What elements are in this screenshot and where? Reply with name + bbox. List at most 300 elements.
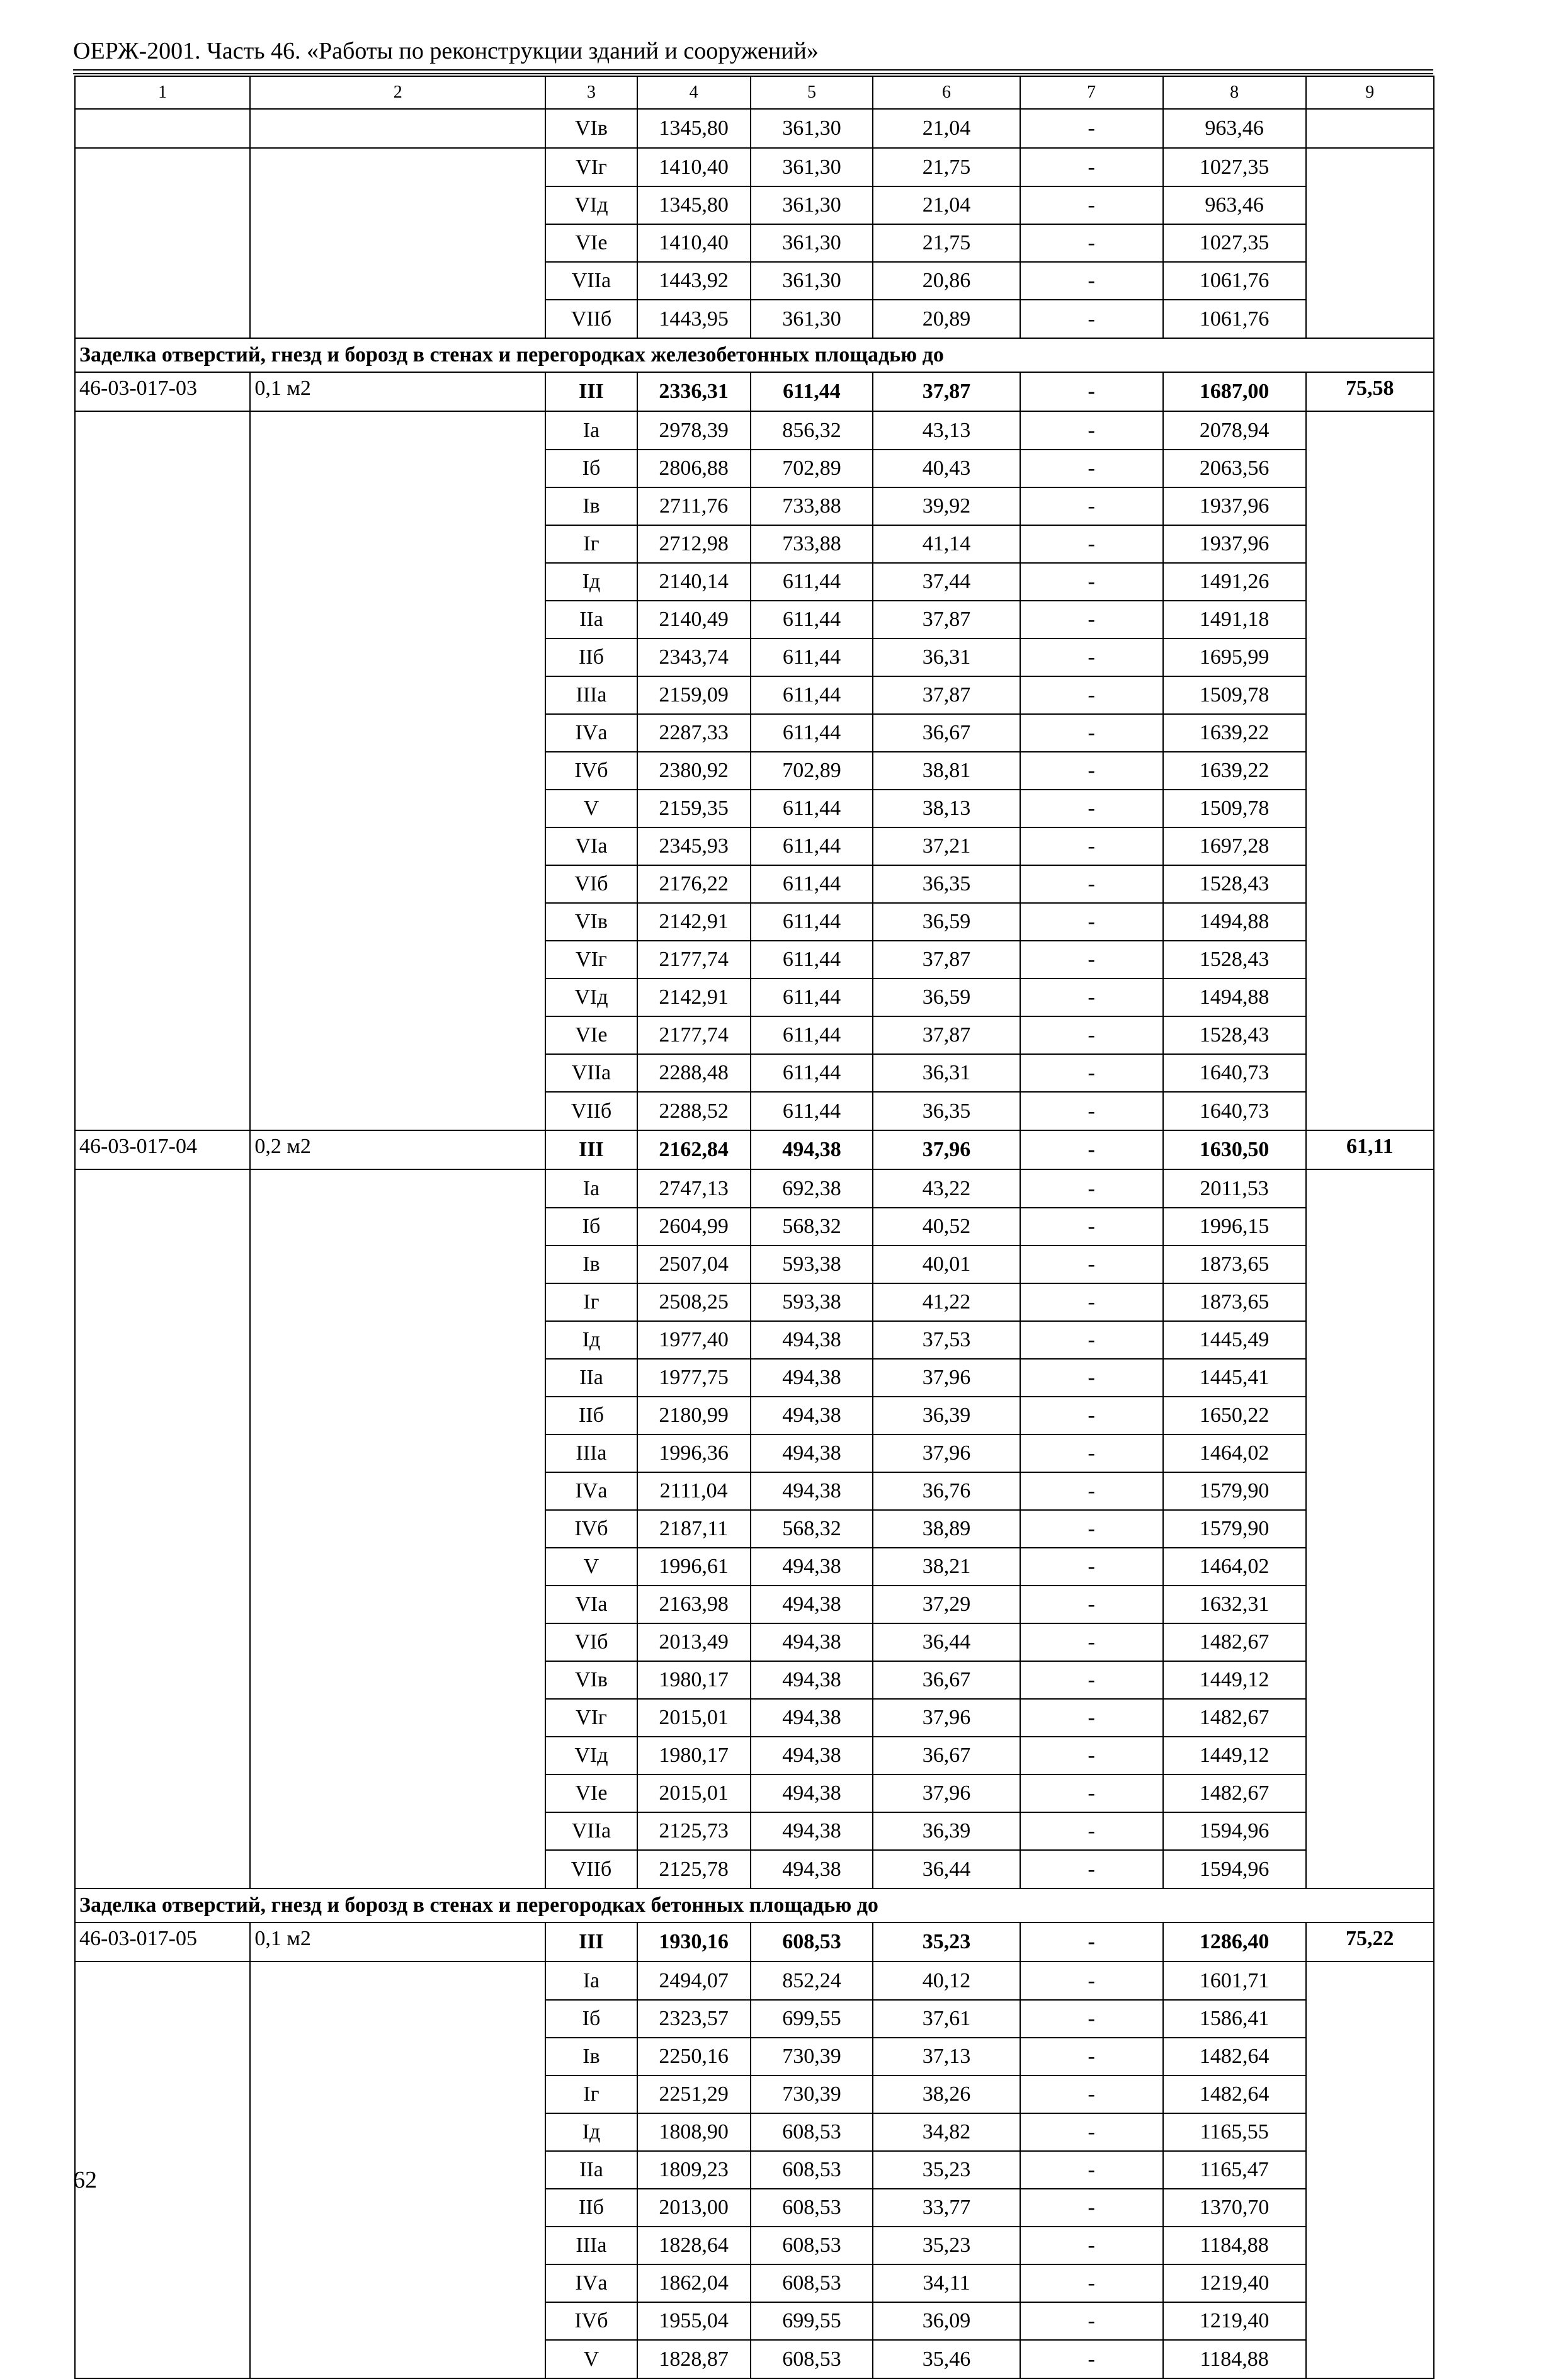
table-row	[75, 2227, 1434, 2264]
col5-value: 611,44	[751, 941, 873, 979]
col9-cell	[1306, 752, 1434, 790]
col4-value: 2177,74	[637, 1016, 751, 1054]
table-row	[75, 1054, 1434, 1092]
page-header-title: ОЕРЖ-2001. Часть 46. «Работы по реконструкции зданий и сооружений»	[73, 38, 819, 64]
col3-region: III	[545, 372, 637, 411]
table-row	[75, 2340, 1434, 2378]
col7-value: -	[1020, 1092, 1163, 1130]
code-cell	[75, 2000, 250, 2038]
col6-value: 35,23	[873, 2227, 1020, 2264]
col7-value: -	[1020, 1283, 1163, 1321]
table-row	[75, 1016, 1434, 1054]
col5-value: 733,88	[751, 525, 873, 563]
col7-value: -	[1020, 1169, 1163, 1208]
col8-value: 1491,18	[1163, 601, 1306, 639]
table-row	[75, 1962, 1434, 2000]
col4-value: 2323,57	[637, 2000, 751, 2038]
col7-value: -	[1020, 714, 1163, 752]
col3-region: VIIб	[545, 1092, 637, 1130]
col7-value: -	[1020, 1246, 1163, 1283]
col5-value: 611,44	[751, 639, 873, 676]
col3-region: Iв	[545, 2038, 637, 2075]
col6-value: 36,35	[873, 865, 1020, 903]
code-cell	[75, 2189, 250, 2227]
col7-value: -	[1020, 2227, 1163, 2264]
col9-cell	[1306, 2189, 1434, 2227]
col8-value: 1184,88	[1163, 2340, 1306, 2378]
col7-value: -	[1020, 1850, 1163, 1888]
col8-value: 1494,88	[1163, 979, 1306, 1016]
col9-cell	[1306, 1169, 1434, 1208]
col4-value: 1345,80	[637, 186, 751, 224]
col3-region: VIд	[545, 186, 637, 224]
col6-value: 43,22	[873, 1169, 1020, 1208]
col4-value: 2978,39	[637, 411, 751, 450]
col7-value: -	[1020, 1623, 1163, 1661]
col8-value: 2078,94	[1163, 411, 1306, 450]
col4-value: 2140,49	[637, 601, 751, 639]
table-row	[75, 300, 1434, 338]
col8-value: 1494,88	[1163, 903, 1306, 941]
col5-value: 702,89	[751, 752, 873, 790]
code-cell	[75, 224, 250, 262]
col9-cell	[1306, 941, 1434, 979]
unit-cell	[250, 865, 545, 903]
col4-value: 2140,14	[637, 563, 751, 601]
code-cell	[75, 450, 250, 487]
code-cell	[75, 1434, 250, 1472]
col6-value: 38,89	[873, 1510, 1020, 1548]
col6-value: 36,44	[873, 1623, 1020, 1661]
col9-cell	[1306, 2340, 1434, 2378]
col4-value: 2380,92	[637, 752, 751, 790]
col8-value: 1219,40	[1163, 2264, 1306, 2302]
code-cell	[75, 1016, 250, 1054]
unit-cell	[250, 2038, 545, 2075]
table-row	[75, 2151, 1434, 2189]
column-number-cell: 1	[75, 76, 250, 109]
unit-cell	[250, 601, 545, 639]
code-cell	[75, 563, 250, 601]
col4-value: 1410,40	[637, 224, 751, 262]
table-row	[75, 1812, 1434, 1850]
col8-value: 1370,70	[1163, 2189, 1306, 2227]
col7-value: -	[1020, 1434, 1163, 1472]
table-row	[75, 2038, 1434, 2075]
code-cell	[75, 979, 250, 1016]
col5-value: 611,44	[751, 372, 873, 411]
code-cell	[75, 1208, 250, 1246]
col7-value: -	[1020, 300, 1163, 338]
col9-cell	[1306, 1397, 1434, 1434]
col6-value: 37,87	[873, 941, 1020, 979]
col5-value: 611,44	[751, 676, 873, 714]
code-cell	[75, 300, 250, 338]
col3-region: VIIа	[545, 1054, 637, 1092]
col5-value: 568,32	[751, 1208, 873, 1246]
col4-value: 2712,98	[637, 525, 751, 563]
col8-value: 1165,47	[1163, 2151, 1306, 2189]
col9-cell	[1306, 1548, 1434, 1586]
col8-value: 1687,00	[1163, 372, 1306, 411]
section-title-row	[75, 1888, 1434, 1922]
col7-value: -	[1020, 1586, 1163, 1623]
col7-value: -	[1020, 2189, 1163, 2227]
unit-cell	[250, 714, 545, 752]
section-title-row	[75, 338, 1434, 372]
code-cell	[75, 1962, 250, 2000]
col3-region: V	[545, 790, 637, 827]
col6-value: 34,82	[873, 2113, 1020, 2151]
col6-value: 36,31	[873, 1054, 1020, 1092]
col5-value: 611,44	[751, 827, 873, 865]
unit-cell	[250, 1434, 545, 1472]
col9-cell	[1306, 563, 1434, 601]
col9-cell	[1306, 903, 1434, 941]
col6-value: 37,96	[873, 1359, 1020, 1397]
col6-value: 37,87	[873, 1016, 1020, 1054]
col4-value: 2015,01	[637, 1774, 751, 1812]
code-cell	[75, 1397, 250, 1434]
col9-cell	[1306, 186, 1434, 224]
col8-value: 1184,88	[1163, 2227, 1306, 2264]
col6-value: 38,21	[873, 1548, 1020, 1586]
col9-cell	[1306, 2302, 1434, 2340]
col5-value: 494,38	[751, 1548, 873, 1586]
col3-region: IVа	[545, 714, 637, 752]
col3-region: IVб	[545, 752, 637, 790]
col3-region: VIIа	[545, 1812, 637, 1850]
code-cell	[75, 1548, 250, 1586]
table-row	[75, 1397, 1434, 1434]
col8-value: 1579,90	[1163, 1472, 1306, 1510]
col9-cell	[1306, 262, 1434, 300]
unit-cell	[250, 1586, 545, 1623]
col8-value: 1586,41	[1163, 2000, 1306, 2038]
col4-value: 2159,09	[637, 676, 751, 714]
col9-cell	[1306, 1623, 1434, 1661]
code-cell	[75, 790, 250, 827]
col8-value: 1464,02	[1163, 1434, 1306, 1472]
col5-value: 611,44	[751, 979, 873, 1016]
col4-value: 2336,31	[637, 372, 751, 411]
col6-value: 36,67	[873, 1737, 1020, 1774]
header-rule-double	[73, 73, 1433, 74]
col7-value: -	[1020, 2340, 1163, 2378]
col6-value: 36,76	[873, 1472, 1020, 1510]
col6-value: 36,39	[873, 1812, 1020, 1850]
col5-value: 611,44	[751, 1092, 873, 1130]
col4-value: 1977,40	[637, 1321, 751, 1359]
unit-cell	[250, 2227, 545, 2264]
col5-value: 608,53	[751, 2151, 873, 2189]
col5-value: 494,38	[751, 1623, 873, 1661]
col8-value: 963,46	[1163, 186, 1306, 224]
col9-cell	[1306, 1774, 1434, 1812]
col9-cell	[1306, 1246, 1434, 1283]
col8-value: 1445,41	[1163, 1359, 1306, 1397]
col8-value: 1873,65	[1163, 1283, 1306, 1321]
col7-value: -	[1020, 2302, 1163, 2340]
col9-cell	[1306, 450, 1434, 487]
col6-value: 40,01	[873, 1246, 1020, 1283]
unit-cell: 0,1 м2	[250, 372, 545, 411]
table-row	[75, 1510, 1434, 1548]
col4-value: 1809,23	[637, 2151, 751, 2189]
unit-cell	[250, 1016, 545, 1054]
col9-cell	[1306, 979, 1434, 1016]
col3-region: VIв	[545, 903, 637, 941]
table-row	[75, 714, 1434, 752]
col8-value: 1445,49	[1163, 1321, 1306, 1359]
col3-region: IIб	[545, 639, 637, 676]
col6-value: 38,81	[873, 752, 1020, 790]
code-cell	[75, 714, 250, 752]
code-cell	[75, 941, 250, 979]
unit-cell	[250, 1359, 545, 1397]
col4-value: 2288,52	[637, 1092, 751, 1130]
table-row	[75, 1472, 1434, 1510]
unit-cell	[250, 1623, 545, 1661]
col6-value: 20,86	[873, 262, 1020, 300]
col7-value: -	[1020, 224, 1163, 262]
col5-value: 611,44	[751, 903, 873, 941]
table-row	[75, 372, 1434, 411]
col4-value: 2251,29	[637, 2075, 751, 2113]
col9-cell	[1306, 2038, 1434, 2075]
col3-region: IIа	[545, 2151, 637, 2189]
col6-value: 33,77	[873, 2189, 1020, 2227]
col9-cell	[1306, 300, 1434, 338]
unit-cell	[250, 2340, 545, 2378]
col3-region: V	[545, 2340, 637, 2378]
col4-value: 1443,95	[637, 300, 751, 338]
col3-region: IIа	[545, 601, 637, 639]
col5-value: 494,38	[751, 1850, 873, 1888]
unit-cell	[250, 525, 545, 563]
code-cell	[75, 1246, 250, 1283]
col7-value: -	[1020, 1661, 1163, 1699]
col8-value: 2011,53	[1163, 1169, 1306, 1208]
col4-value: 2013,49	[637, 1623, 751, 1661]
unit-cell	[250, 1661, 545, 1699]
col5-value: 608,53	[751, 1922, 873, 1962]
col5-value: 611,44	[751, 714, 873, 752]
col6-value: 35,23	[873, 2151, 1020, 2189]
header-rule	[73, 69, 1433, 71]
code-cell	[75, 1169, 250, 1208]
table-row	[75, 1922, 1434, 1962]
col8-value: 1594,96	[1163, 1812, 1306, 1850]
unit-cell	[250, 487, 545, 525]
col7-value: -	[1020, 2264, 1163, 2302]
col6-value: 37,21	[873, 827, 1020, 865]
col5-value: 494,38	[751, 1812, 873, 1850]
col4-value: 2288,48	[637, 1054, 751, 1092]
col4-value: 2013,00	[637, 2189, 751, 2227]
col8-value: 1165,55	[1163, 2113, 1306, 2151]
code-cell	[75, 1321, 250, 1359]
unit-cell	[250, 186, 545, 224]
col7-value: -	[1020, 1359, 1163, 1397]
col8-value: 1482,64	[1163, 2075, 1306, 2113]
col6-value: 37,53	[873, 1321, 1020, 1359]
col4-value: 1345,80	[637, 109, 751, 148]
col4-value: 1980,17	[637, 1661, 751, 1699]
col9-cell	[1306, 2151, 1434, 2189]
unit-cell	[250, 1054, 545, 1092]
table-row	[75, 1774, 1434, 1812]
col9-cell	[1306, 1699, 1434, 1737]
col3-region: Iб	[545, 2000, 637, 2038]
table-row	[75, 563, 1434, 601]
col9-cell	[1306, 865, 1434, 903]
col5-value: 361,30	[751, 224, 873, 262]
unit-cell	[250, 1510, 545, 1548]
col5-value: 361,30	[751, 262, 873, 300]
code-cell	[75, 148, 250, 186]
unit-cell	[250, 2264, 545, 2302]
col3-region: VIIб	[545, 300, 637, 338]
col5-value: 494,38	[751, 1434, 873, 1472]
col6-value: 35,46	[873, 2340, 1020, 2378]
col7-value: -	[1020, 487, 1163, 525]
col9-cell	[1306, 487, 1434, 525]
col6-value: 35,23	[873, 1922, 1020, 1962]
col3-region: IIб	[545, 1397, 637, 1434]
col5-value: 494,38	[751, 1321, 873, 1359]
code-cell	[75, 1054, 250, 1092]
code-cell	[75, 487, 250, 525]
col9-cell	[1306, 148, 1434, 186]
table-row	[75, 903, 1434, 941]
col3-region: Iв	[545, 1246, 637, 1283]
unit-cell	[250, 2000, 545, 2038]
col5-value: 494,38	[751, 1586, 873, 1623]
column-number-cell: 3	[545, 76, 637, 109]
col5-value: 611,44	[751, 1016, 873, 1054]
table-row	[75, 1548, 1434, 1586]
col5-value: 611,44	[751, 563, 873, 601]
code-cell	[75, 676, 250, 714]
col3-region: Iв	[545, 487, 637, 525]
col3-region: Iб	[545, 1208, 637, 1246]
col3-region: Iг	[545, 1283, 637, 1321]
col9-cell	[1306, 109, 1434, 148]
col3-region: Iб	[545, 450, 637, 487]
col9-cell	[1306, 1434, 1434, 1472]
unit-cell	[250, 1962, 545, 2000]
col7-value: -	[1020, 1737, 1163, 1774]
col8-value: 1630,50	[1163, 1130, 1306, 1169]
col3-region: VIа	[545, 827, 637, 865]
col8-value: 963,46	[1163, 109, 1306, 148]
col7-value: -	[1020, 2038, 1163, 2075]
unit-cell	[250, 941, 545, 979]
col5-value: 361,30	[751, 300, 873, 338]
unit-cell	[250, 752, 545, 790]
col9-cell	[1306, 2113, 1434, 2151]
col7-value: -	[1020, 1016, 1163, 1054]
unit-cell	[250, 563, 545, 601]
col4-value: 1828,64	[637, 2227, 751, 2264]
col3-region: Iа	[545, 1169, 637, 1208]
col5-value: 608,53	[751, 2227, 873, 2264]
col7-value: -	[1020, 752, 1163, 790]
unit-cell: 0,2 м2	[250, 1130, 545, 1169]
col3-region: Iд	[545, 563, 637, 601]
col3-region: IIIа	[545, 2227, 637, 2264]
table-row	[75, 525, 1434, 563]
col9-cell	[1306, 639, 1434, 676]
code-cell	[75, 2302, 250, 2340]
column-number-cell: 4	[637, 76, 751, 109]
col5-value: 608,53	[751, 2189, 873, 2227]
column-number-cell: 7	[1020, 76, 1163, 109]
col4-value: 2494,07	[637, 1962, 751, 2000]
table-row	[75, 790, 1434, 827]
col6-value: 37,44	[873, 563, 1020, 601]
code-cell	[75, 525, 250, 563]
col4-value: 2187,11	[637, 1510, 751, 1548]
col3-region: Iг	[545, 2075, 637, 2113]
code-cell	[75, 109, 250, 148]
table-row	[75, 2075, 1434, 2113]
col4-value: 1955,04	[637, 2302, 751, 2340]
col3-region: Iд	[545, 2113, 637, 2151]
col9-cell	[1306, 1510, 1434, 1548]
table-row	[75, 2302, 1434, 2340]
unit-cell	[250, 1246, 545, 1283]
col6-value: 43,13	[873, 411, 1020, 450]
code-cell	[75, 1699, 250, 1737]
col8-value: 1695,99	[1163, 639, 1306, 676]
code-cell	[75, 2075, 250, 2113]
col5-value: 730,39	[751, 2075, 873, 2113]
col3-region: VIб	[545, 1623, 637, 1661]
col3-region: IVа	[545, 2264, 637, 2302]
table-row	[75, 1283, 1434, 1321]
table-row	[75, 1699, 1434, 1737]
unit-cell	[250, 1092, 545, 1130]
col9-cell	[1306, 411, 1434, 450]
col5-value: 611,44	[751, 1054, 873, 1092]
table-row	[75, 1246, 1434, 1283]
col9-cell	[1306, 601, 1434, 639]
col9-cell	[1306, 1016, 1434, 1054]
col7-value: -	[1020, 601, 1163, 639]
table-row	[75, 1737, 1434, 1774]
table-row	[75, 1092, 1434, 1130]
col8-value: 1061,76	[1163, 300, 1306, 338]
col3-region: VIв	[545, 109, 637, 148]
unit-cell	[250, 1774, 545, 1812]
unit-cell	[250, 1397, 545, 1434]
col4-value: 2343,74	[637, 639, 751, 676]
unit-cell	[250, 1548, 545, 1586]
col6-value: 37,96	[873, 1130, 1020, 1169]
col7-value: -	[1020, 411, 1163, 450]
col4-value: 2287,33	[637, 714, 751, 752]
col3-region: VIг	[545, 941, 637, 979]
col4-value: 2162,84	[637, 1130, 751, 1169]
col3-region: IVб	[545, 1510, 637, 1548]
col4-value: 2250,16	[637, 2038, 751, 2075]
unit-cell	[250, 903, 545, 941]
column-number-cell: 5	[751, 76, 873, 109]
col6-value: 37,87	[873, 601, 1020, 639]
col4-value: 2604,99	[637, 1208, 751, 1246]
